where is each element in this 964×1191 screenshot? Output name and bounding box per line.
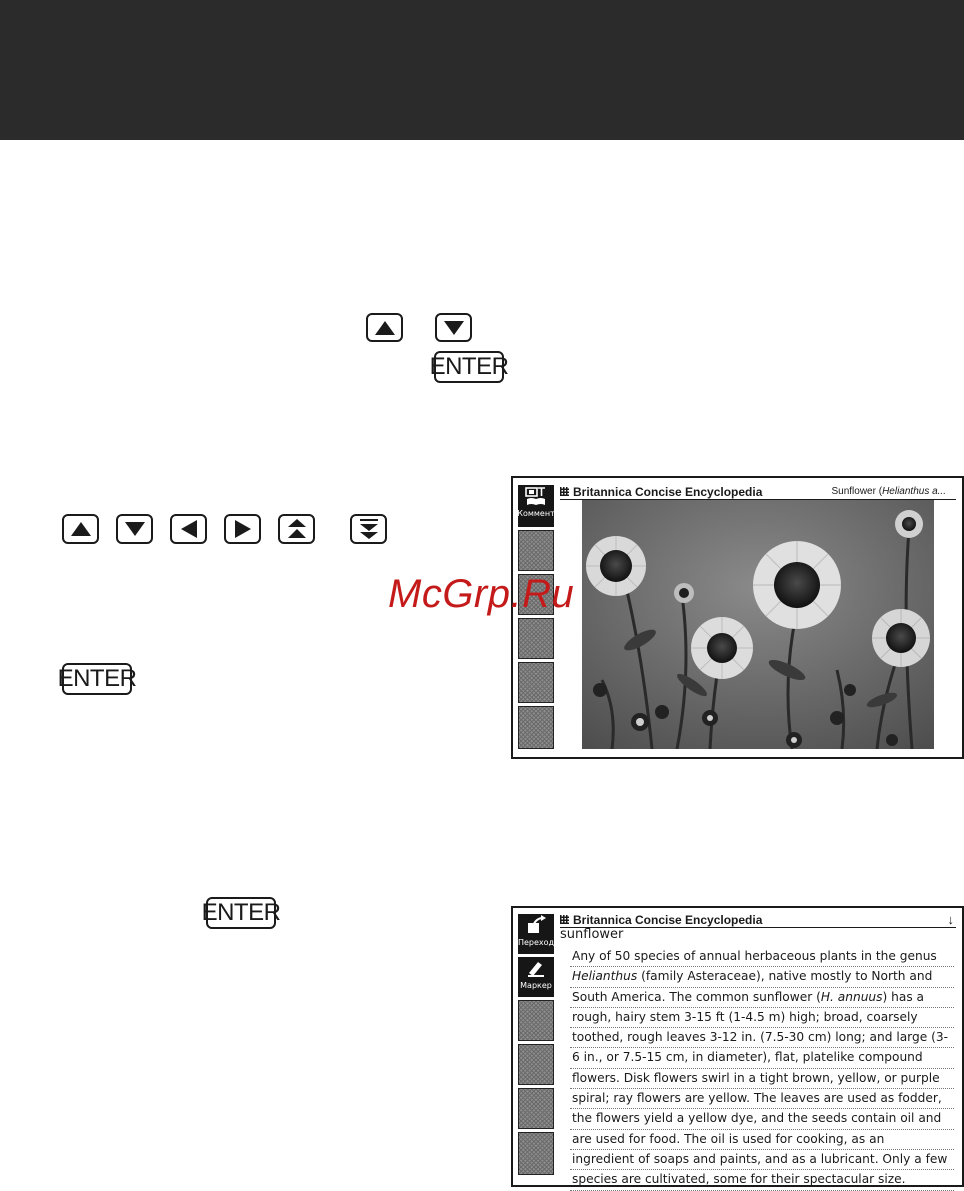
- right-arrow-key-icon: [224, 514, 261, 544]
- page-up-key-icon: [278, 514, 315, 544]
- enter-key-icon: ENTER: [62, 663, 132, 695]
- sunflowers-photo: [582, 500, 934, 749]
- comment-button[interactable]: [518, 485, 554, 527]
- entry-text-line: the flowers yield a yellow dye, and the seeds contain oil and: [570, 1109, 954, 1129]
- entry-text-line: species are cultivated, some for their spectacular size.: [570, 1170, 954, 1190]
- jump-button[interactable]: [518, 914, 554, 954]
- page-down-key-icon: [350, 514, 387, 544]
- marker-button-label: Маркер: [520, 981, 552, 990]
- side-slot: [518, 618, 554, 659]
- marker-icon: [525, 957, 547, 979]
- side-slot: [518, 662, 554, 703]
- dictionary-title: Britannica Concise Encyclopedia: [573, 484, 763, 499]
- entry-text-line: Helianthus (family Asteraceae), native mostly to North and: [570, 967, 954, 987]
- down-arrow-key-icon: [435, 313, 472, 342]
- entry-text-line: are used for food. The oil is used for cooking, as an: [570, 1130, 954, 1150]
- entry-text-line: rough, hairy stem 3-15 ft (1-4.5 m) high; broad, coarsely: [570, 1008, 954, 1028]
- up-arrow-key-icon: [62, 514, 99, 544]
- entry-text-line: 6 in., or 7.5-15 cm, in diameter), flat, platelike compound: [570, 1048, 954, 1068]
- up-arrow-key-icon: [366, 313, 403, 342]
- image-screen-side-buttons: [518, 485, 554, 749]
- entry-text-line: South America. The common sunflower (H. annuus) has a: [570, 988, 954, 1008]
- scroll-down-indicator-icon: ↓: [947, 912, 954, 927]
- entry-text-line: Any of 50 species of annual herbaceous plants in the genus: [570, 947, 954, 967]
- entry-text-line: ingredient of soaps and paints, and as a lubricant. Only a few: [570, 1150, 954, 1170]
- jump-button-label: Переход: [517, 938, 555, 947]
- side-slot: [518, 1088, 554, 1129]
- marker-button[interactable]: [518, 957, 554, 997]
- entry-text-line: spiral; ray flowers are yellow. The leaves are used as fodder,: [570, 1089, 954, 1109]
- page-header-band: [0, 0, 964, 140]
- watermark: McGrp.Ru: [388, 572, 575, 616]
- image-screen-header: [560, 484, 956, 500]
- image-caption: Sunflower (Helianthus a...: [831, 486, 946, 497]
- comment-button-label: Коммент: [517, 509, 555, 518]
- entry-text-line: toothed, rough leaves 3-12 in. (7.5-30 cm) long; and large (3-: [570, 1028, 954, 1048]
- left-arrow-key-icon: [170, 514, 207, 544]
- entry-body: [570, 947, 954, 1191]
- text-screen-header: [560, 912, 956, 928]
- down-arrow-key-icon: [116, 514, 153, 544]
- entry-title: sunflower: [560, 927, 624, 942]
- side-slot: [518, 1132, 554, 1175]
- dictionary-title: Britannica Concise Encyclopedia: [573, 912, 763, 927]
- side-slot: [518, 1044, 554, 1085]
- entry-text-line: flowers. Disk flowers swirl in a tight brown, yellow, or purple: [570, 1069, 954, 1089]
- book-grid-icon: [560, 915, 569, 924]
- enter-key-icon: ENTER: [206, 897, 276, 929]
- jump-icon: [525, 914, 547, 936]
- text-screen-side-buttons: [518, 914, 554, 1176]
- side-slot: [518, 1000, 554, 1041]
- comment-icon: [524, 485, 548, 507]
- side-slot: [518, 706, 554, 749]
- enter-key-icon: ENTER: [434, 351, 504, 383]
- side-slot: [518, 530, 554, 571]
- book-grid-icon: [560, 487, 569, 496]
